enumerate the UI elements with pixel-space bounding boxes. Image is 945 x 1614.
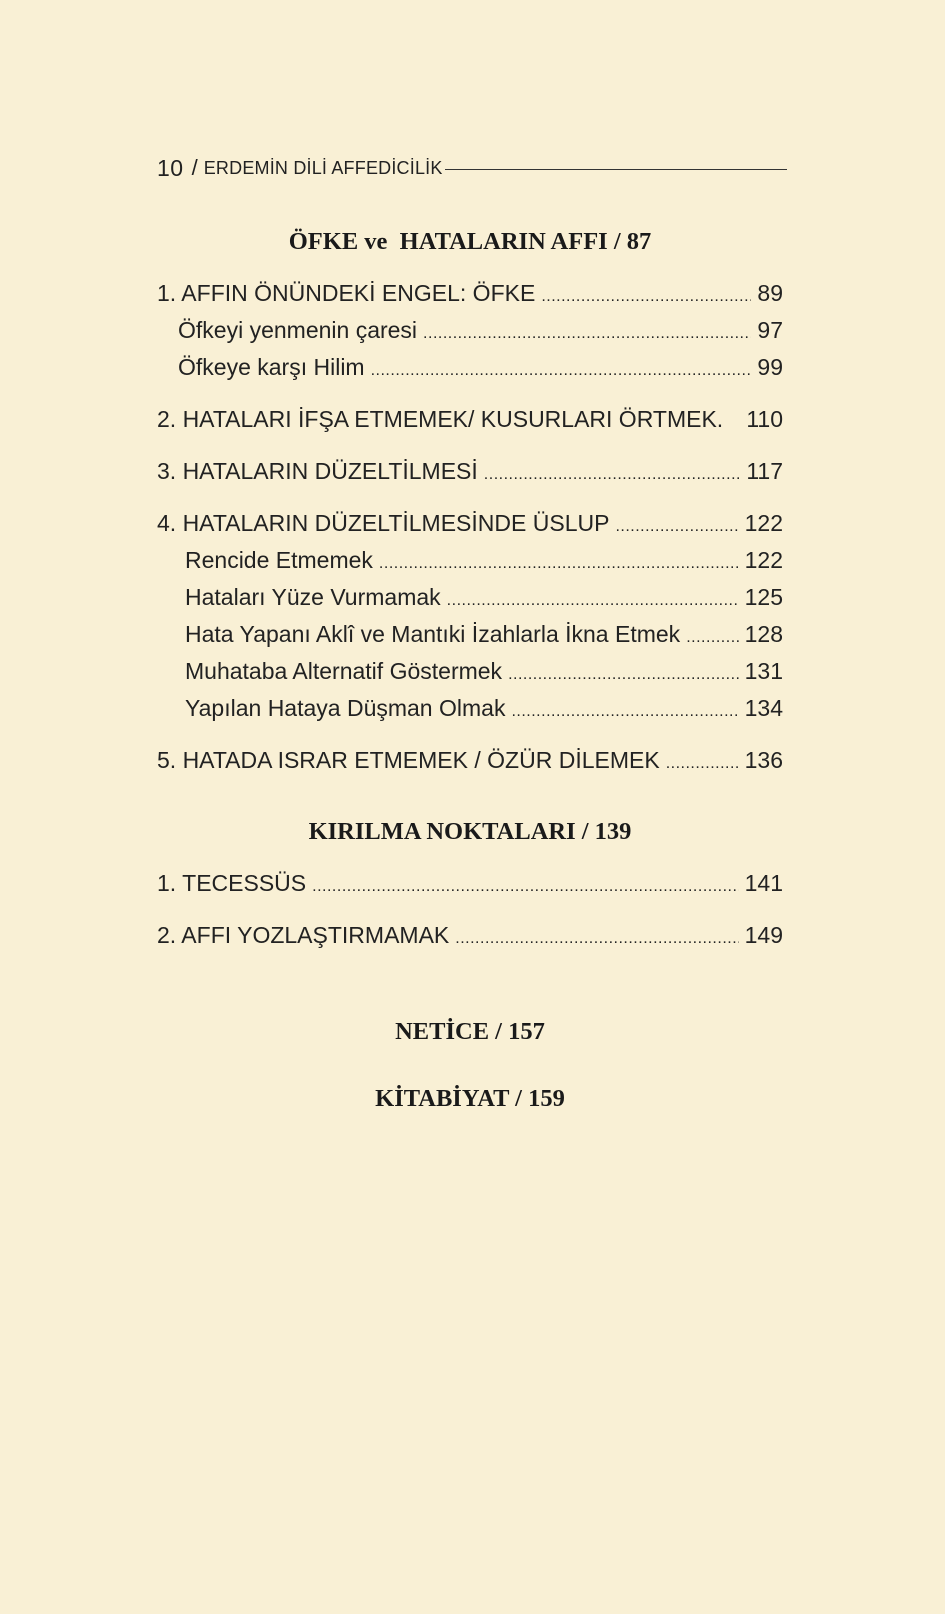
toc-entry-page: 125 — [744, 584, 783, 610]
toc-entry-page: 97 — [757, 317, 783, 343]
dot-leader — [423, 325, 751, 343]
toc-entry — [157, 510, 783, 540]
running-head — [157, 152, 787, 184]
toc-entry-label: Öfkeye karşı Hilim — [178, 354, 365, 380]
toc-entry-page: 110 — [746, 406, 783, 432]
section-heading-netice: NETİCE / 157 — [395, 1018, 545, 1045]
toc-entry-label: 2. HATALARI İFŞA ETMEMEK/ KUSURLARI ÖRTMEK. — [157, 406, 724, 432]
dot-leader — [666, 755, 739, 773]
section-heading-kirilma: KIRILMA NOKTALARI / 139 — [308, 818, 632, 845]
dot-leader — [455, 930, 738, 948]
toc-entry-page: 122 — [744, 510, 783, 536]
toc-entry-page: 149 — [744, 922, 783, 948]
toc-entry-label: Yapılan Hataya Düşman Olmak — [185, 695, 506, 721]
section-heading-ofke: ÖFKE ve HATALARIN AFFI / 87 — [288, 228, 652, 255]
toc-entry-label: 4. HATALARIN DÜZELTİLMESİNDE ÜSLUP — [157, 510, 610, 536]
toc-entry — [157, 870, 783, 900]
toc-entry-page: 134 — [744, 695, 783, 721]
toc-entry — [157, 747, 783, 777]
toc-entry-label: 5. HATADA ISRAR ETMEMEK / ÖZÜR DİLEMEK — [157, 747, 660, 773]
toc-subentry — [178, 354, 783, 384]
dot-leader — [615, 518, 738, 536]
toc-entry-label: 1. TECESSÜS — [157, 870, 307, 896]
toc-subentry — [185, 547, 783, 577]
toc-entry-page: 89 — [757, 280, 783, 306]
toc-entry-page: 131 — [744, 658, 783, 684]
toc-entry-label: Rencide Etmemek — [185, 547, 373, 573]
running-head-rule — [445, 169, 787, 170]
toc-entry-label: 2. AFFI YOZLAŞTIRMAMAK — [157, 922, 450, 948]
dot-leader — [379, 555, 739, 573]
toc-entry-page: 99 — [757, 354, 783, 380]
dot-leader — [511, 703, 738, 721]
toc-subentry — [185, 658, 783, 688]
toc-entry-label: Muhataba Alternatif Göstermek — [185, 658, 503, 684]
page-number: 10 — [157, 154, 184, 181]
toc-entry-page: 122 — [744, 547, 783, 573]
dot-leader — [686, 629, 738, 647]
dot-leader — [371, 362, 752, 380]
dot-leader — [447, 592, 739, 610]
toc-entry-label: Hata Yapanı Aklî ve Mantıki İzahlarla İkna Etmek — [185, 621, 681, 647]
toc-entry — [157, 406, 783, 436]
toc-entry-label: Öfkeyi yenmenin çaresi — [178, 317, 418, 343]
toc-subentry — [185, 584, 783, 614]
toc-entry-label: 1. AFFIN ÖNÜNDEKİ ENGEL: ÖFKE — [157, 280, 536, 306]
toc-entry-page: 141 — [744, 870, 783, 896]
section-heading-kitabiyat: KİTABİYAT / 159 — [375, 1085, 565, 1112]
toc-entry — [157, 280, 783, 310]
toc-entry — [157, 458, 783, 488]
toc-entry — [157, 922, 783, 952]
running-head-separator: / — [191, 155, 198, 180]
toc-subentry — [185, 621, 783, 651]
dot-leader — [484, 466, 741, 484]
toc-subentry — [185, 695, 783, 725]
dot-leader — [312, 878, 738, 896]
toc-entry-label: Hataları Yüze Vurmamak — [185, 584, 441, 610]
toc-subentry — [178, 317, 783, 347]
toc-entry-page: 117 — [746, 458, 783, 484]
toc-entry-page: 136 — [744, 747, 783, 773]
toc-entry-page: 128 — [744, 621, 783, 647]
toc-entry-label: 3. HATALARIN DÜZELTİLMESİ — [157, 458, 478, 484]
dot-leader — [508, 666, 739, 684]
book-title: ERDEMİN DİLİ AFFEDİCİLİK — [203, 157, 443, 178]
dot-leader — [541, 288, 751, 306]
